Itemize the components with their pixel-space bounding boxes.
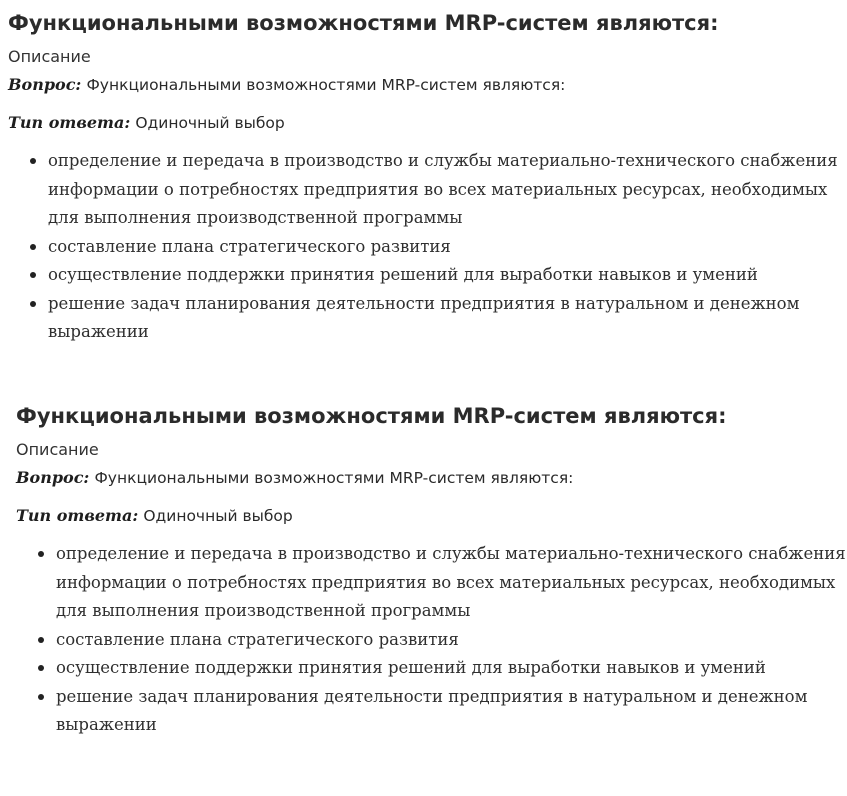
answer-option-text: решение задач планирования деятельности предприятия в натуральном и денежном выражении (48, 293, 800, 341)
question-text: Функциональными возможностями MRP-систем являются: (94, 469, 574, 487)
question-row (16, 466, 846, 490)
question-text: Функциональными возможностями MRP-систем являются: (86, 76, 566, 94)
answer-option (16, 683, 846, 740)
answer-option (16, 654, 846, 683)
bullet-icon (38, 637, 44, 643)
question-title: Функциональными возможностями MRP-систем являются: (16, 404, 727, 428)
question-row (8, 73, 838, 97)
bullet-icon (38, 694, 44, 700)
answer-option (16, 626, 846, 655)
answer-option-text: осуществление поддержки принятия решений для выработки навыков и умений (56, 658, 766, 677)
description-label: Описание (16, 440, 99, 459)
answer-option-text: осуществление поддержки принятия решений для выработки навыков и умений (48, 265, 758, 284)
answer-option-text: составление плана стратегического развития (56, 629, 459, 649)
bullet-icon (38, 551, 44, 557)
answer-option-text: составление плана стратегического развития (48, 236, 451, 256)
answer-option (8, 147, 838, 233)
answer-option (16, 540, 846, 626)
bullet-icon (38, 665, 44, 671)
question-label: Вопрос: (8, 75, 82, 94)
description-label: Описание (8, 47, 91, 66)
answer-type-label: Тип ответа: (8, 113, 131, 132)
bullet-icon (30, 244, 36, 250)
question-block-2 (16, 399, 846, 740)
bullet-icon (30, 158, 36, 164)
question-label: Вопрос: (16, 468, 90, 487)
answer-type-label: Тип ответа: (16, 506, 139, 525)
bullet-icon (30, 272, 36, 278)
bullet-icon (30, 301, 36, 307)
answer-option (8, 233, 838, 262)
answer-options-list (16, 540, 846, 740)
question-block-1 (8, 6, 838, 347)
answer-option (8, 261, 838, 290)
answer-type-value: Одиночный выбор (135, 114, 285, 132)
answer-options-list (8, 147, 838, 347)
answer-type-value: Одиночный выбор (143, 507, 293, 525)
answer-type-row (8, 111, 838, 135)
answer-option-text: решение задач планирования деятельности предприятия в натуральном и денежном выражении (56, 686, 808, 734)
question-title: Функциональными возможностями MRP-систем являются: (8, 11, 719, 35)
answer-option-text: определение и передача в производство и службы материально-технического снабжения информации о потребностях предприятия во всех материальных ресурсах, необходимых для выполнения производственной программы (48, 151, 838, 227)
answer-option-text: определение и передача в производство и службы материально-технического снабжения информации о потребностях предприятия во всех материальных ресурсах, необходимых для выполнения производственной программы (56, 544, 846, 620)
answer-type-row (16, 504, 846, 528)
answer-option (8, 290, 838, 347)
